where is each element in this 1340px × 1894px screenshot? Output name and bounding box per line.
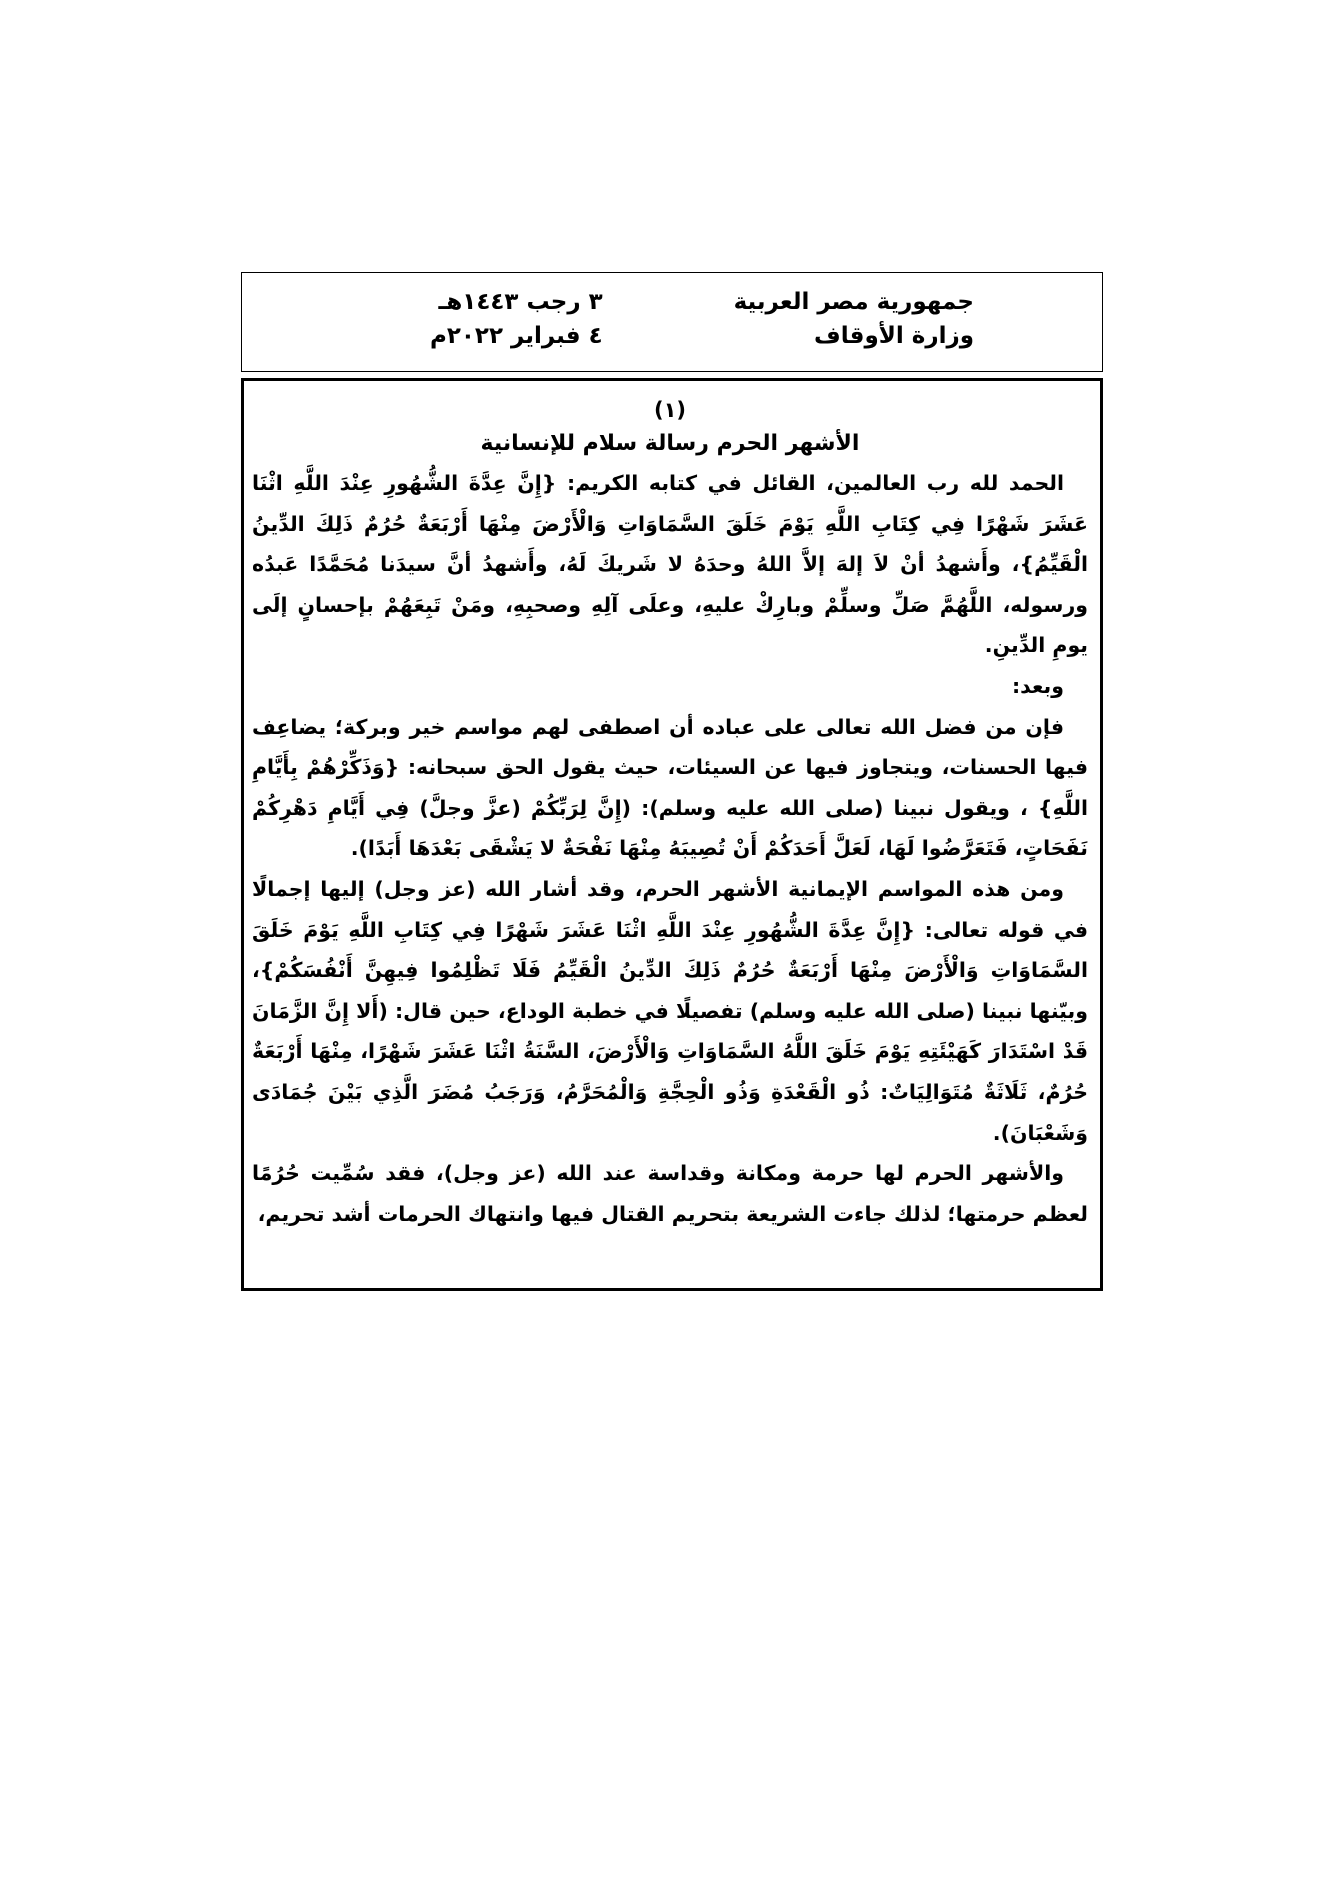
- page-number: (١): [653, 398, 687, 422]
- paragraph-sanctity: والأشهر الحرم لها حرمة ومكانة وقداسة عند الله (عز وجل)، فقد سُمِّيت حُرُمًا لعظم حرمتها؛ لذلك جاءت الشريعة بتحريم القتال فيها وانتهاك الحرمات أشد تحريم،: [252, 1161, 1088, 1226]
- paragraph-sacred-months: ومن هذه المواسم الإيمانية الأشهر الحرم، وقد أشار الله (عز وجل) إليها إجمالًا في قوله تعالى: {إِنَّ عِدَّةَ الشُّهُورِ عِنْدَ اللَّهِ اثْنَا عَشَرَ شَهْرًا فِي كِتَابِ اللَّهِ يَوْمَ خَلَقَ السَّمَاوَاتِ وَالْأَرْضَ مِنْهَا أَرْبَعَةٌ حُرُمٌ ذَلِكَ الدِّينُ الْقَيِّمُ فَلَا تَظْلِمُوا فِيهِنَّ أَنْفُسَكُمْ}، وبيّنها نبينا (صلى الله عليه وسلم) تفصيلًا في خطبة الوداع، حين قال: (أَلا إِنَّ الزَّمَانَ قَدْ اسْتَدَارَ كَهَيْئَتِهِ يَوْمَ خَلَقَ اللَّهُ السَّمَاوَاتِ وَالْأَرْضَ، السَّنَةُ اثْنَا عَشَرَ شَهْرًا، مِنْهَا أَرْبَعَةٌ حُرُمٌ، ثَلَاثَةٌ مُتَوَالِيَاتٌ: ذُو الْقَعْدَةِ وَذُو الْحِجَّةِ وَالْمُحَرَّمُ، وَرَجَبُ مُضَرَ الَّذِي بَيْنَ جُمَادَى وَشَعْبَانَ).: [252, 876, 1088, 1145]
- sermon-title: الأشهر الحرم رسالة سلام للإنسانية: [480, 431, 860, 456]
- ministry-name: وزارة الأوقاف: [814, 323, 974, 349]
- sermon-body-frame: [241, 378, 1103, 1291]
- paragraph-opening: الحمد لله رب العالمين، القائل في كتابه الكريم: {إِنَّ عِدَّةَ الشُّهُورِ عِنْدَ اللَّهِ اثْنَا عَشَرَ شَهْرًا فِي كِتَابِ اللَّهِ يَوْمَ خَلَقَ السَّمَاوَاتِ وَالْأَرْضَ مِنْهَا أَرْبَعَةٌ حُرُمٌ ذَلِكَ الدِّينُ الْقَيِّمُ}، وأَشهدُ أنْ لاَ إلهَ إلاَّ اللهُ وحدَهُ لا شَريكَ لَهُ، وأَشهدُ أنَّ سيدَنا مُحَمَّدًا عَبدُه ورسوله، اللَّهُمَّ صَلِّ وسلِّمْ وبارِكْ عليهِ، وعلَى آلِهِ وصحبِهِ، ومَنْ تَبِعَهُمْ بإحسانٍ إلَى يومِ الدِّينِ.: [252, 471, 1088, 658]
- date-block: [430, 285, 603, 353]
- paragraph-transition: وبعد:: [1011, 673, 1064, 698]
- gregorian-date: ٤ فبراير ٢٠٢٢م: [430, 323, 603, 349]
- sermon-body: [252, 381, 1088, 1288]
- paragraph-seasons: فإن من فضل الله تعالى على عباده أن اصطفى لهم مواسم خير وبركة؛ يضاعِف فيها الحسنات، ويتجاوز فيها عن السيئات، حيث يقول الحق سبحانه: {وَذَكِّرْهُمْ بِأَيَّامِ اللَّهِ} ، ويقول نبينا (صلى الله عليه وسلم): (إِنَّ لِرَبِّكُمْ (عزَّ وجلَّ) فِي أَيَّامِ دَهْرِكُمْ نَفَحَاتٍ، فَتَعَرَّضُوا لَهَا، لَعَلَّ أَحَدَكُمْ أَنْ تُصِيبَهُ مِنْهَا نَفْحَةٌ لا يَشْقَى بَعْدَهَا أَبَدًا).: [252, 714, 1088, 861]
- hijri-date: ٣ رجب ١٤٤٣هـ: [438, 289, 603, 315]
- document-header: [241, 272, 1103, 372]
- issuer-block: [734, 285, 974, 353]
- republic-name: جمهورية مصر العربية: [733, 289, 974, 315]
